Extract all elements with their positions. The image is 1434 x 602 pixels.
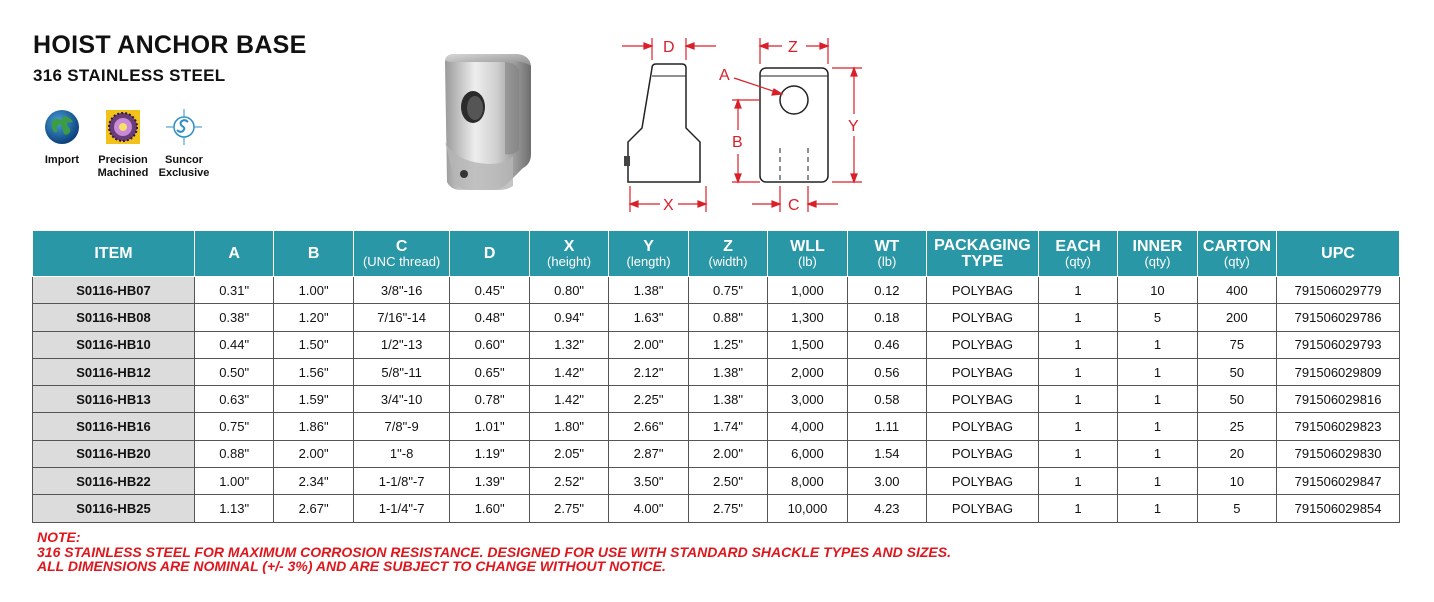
table-cell: 0.38" — [194, 304, 273, 331]
item-code-cell: S0116-HB07 — [33, 277, 195, 304]
note-line-1: 316 STAINLESS STEEL FOR MAXIMUM CORROSION RESISTANCE. DESIGNED FOR USE WITH STANDARD SHACKLE TYPES AND SIZES. — [37, 543, 951, 560]
table-cell: 1 — [1038, 386, 1117, 413]
table-cell: 0.44" — [194, 331, 273, 358]
table-row — [33, 358, 1400, 385]
table-cell: POLYBAG — [927, 358, 1039, 385]
table-cell: 2.05" — [529, 440, 608, 467]
column-header — [529, 231, 608, 277]
item-code-cell: S0116-HB22 — [33, 468, 195, 495]
table-cell: 1,300 — [768, 304, 847, 331]
table-cell: 791506029809 — [1277, 358, 1400, 385]
column-header-label: PACKAGING — [934, 236, 1031, 254]
table-cell: 4,000 — [768, 413, 847, 440]
table-cell: 1,000 — [768, 277, 847, 304]
table-cell: 0.88" — [688, 304, 767, 331]
table-cell: 1.56" — [274, 358, 353, 385]
table-cell: 5/8"-11 — [353, 358, 450, 385]
table-cell: 0.63" — [194, 386, 273, 413]
table-cell: 0.18 — [847, 304, 926, 331]
table-cell: 1-1/4"-7 — [353, 495, 450, 522]
table-cell: 1 — [1038, 304, 1117, 331]
table-cell: 2.50" — [688, 468, 767, 495]
table-cell: 1 — [1118, 468, 1197, 495]
table-cell: 1.86" — [274, 413, 353, 440]
table-cell: 1.13" — [194, 495, 273, 522]
column-header-unit: (lb) — [798, 253, 817, 269]
table-cell: 50 — [1197, 358, 1276, 385]
table-cell: 1 — [1118, 413, 1197, 440]
globe-icon — [43, 108, 81, 146]
table-cell: 1.50" — [274, 331, 353, 358]
table-cell: 2.75" — [688, 495, 767, 522]
item-code-cell: S0116-HB16 — [33, 413, 195, 440]
table-cell: 791506029786 — [1277, 304, 1400, 331]
table-cell: 50 — [1197, 386, 1276, 413]
dim-label-d: D — [663, 39, 675, 56]
table-cell: 1.00" — [194, 468, 273, 495]
table-cell: 1.38" — [609, 277, 688, 304]
column-header-label: WLL — [790, 237, 825, 255]
table-cell: 0.31" — [194, 277, 273, 304]
precision-gear-icon — [104, 108, 142, 146]
column-header-label: Z — [723, 237, 733, 255]
column-header-unit: (UNC thread) — [362, 253, 441, 269]
table-cell: 0.12 — [847, 277, 926, 304]
column-header-label: B — [307, 244, 320, 262]
column-header — [33, 231, 195, 277]
table-cell: 2.34" — [274, 468, 353, 495]
table-cell: POLYBAG — [927, 386, 1039, 413]
table-cell: 3,000 — [768, 386, 847, 413]
table-cell: 0.65" — [450, 358, 529, 385]
table-cell: 1-1/8"-7 — [353, 468, 450, 495]
table-cell: 1 — [1038, 331, 1117, 358]
column-header — [688, 231, 767, 277]
table-cell: 1"-8 — [353, 440, 450, 467]
table-cell: 1.63" — [609, 304, 688, 331]
table-cell: 1.60" — [450, 495, 529, 522]
table-cell: 1.32" — [529, 331, 608, 358]
table-cell: 1 — [1118, 440, 1197, 467]
item-code-cell: S0116-HB10 — [33, 331, 195, 358]
table-cell: 0.80" — [529, 277, 608, 304]
dim-label-y: Y — [848, 118, 859, 135]
table-cell: 0.48" — [450, 304, 529, 331]
table-cell: 4.23 — [847, 495, 926, 522]
column-header — [1038, 231, 1117, 277]
table-cell: 75 — [1197, 331, 1276, 358]
column-header-unit: (qty) — [1223, 253, 1250, 269]
table-cell: 20 — [1197, 440, 1276, 467]
table-cell: 25 — [1197, 413, 1276, 440]
note-heading: NOTE: — [37, 529, 81, 545]
column-header — [1197, 231, 1276, 277]
table-body — [33, 277, 1400, 523]
table-cell: 1.80" — [529, 413, 608, 440]
note-block — [37, 530, 951, 574]
table-cell: 1 — [1038, 413, 1117, 440]
table-cell: 2.00" — [609, 331, 688, 358]
table-cell: 1,500 — [768, 331, 847, 358]
table-cell: 1 — [1038, 440, 1117, 467]
column-header-unit: (length) — [626, 253, 671, 269]
table-cell: 0.56 — [847, 358, 926, 385]
table-cell: 0.45" — [450, 277, 529, 304]
badge-precision-machined: Precision Machined — [97, 108, 149, 180]
table-cell: 0.75" — [194, 413, 273, 440]
table-cell: 1.42" — [529, 358, 608, 385]
suncor-logo-icon — [165, 108, 203, 146]
table-cell: 1.01" — [450, 413, 529, 440]
column-header — [609, 231, 688, 277]
table-cell: 0.88" — [194, 440, 273, 467]
column-header — [353, 231, 450, 277]
table-cell: 1/2"-13 — [353, 331, 450, 358]
table-cell: POLYBAG — [927, 495, 1039, 522]
column-header-label: WT — [874, 237, 900, 255]
table-cell: 5 — [1118, 304, 1197, 331]
dim-label-x: X — [663, 197, 674, 214]
table-cell: 2.00" — [274, 440, 353, 467]
table-cell: 791506029793 — [1277, 331, 1400, 358]
table-row — [33, 440, 1400, 467]
table-row — [33, 495, 1400, 522]
table-cell: 10 — [1118, 277, 1197, 304]
table-row — [33, 413, 1400, 440]
table-cell: 1 — [1118, 386, 1197, 413]
table-cell: POLYBAG — [927, 331, 1039, 358]
table-cell: 10 — [1197, 468, 1276, 495]
item-code-cell: S0116-HB08 — [33, 304, 195, 331]
table-cell: 1 — [1038, 277, 1117, 304]
column-header-label: EACH — [1055, 237, 1101, 255]
table-cell: 7/16"-14 — [353, 304, 450, 331]
table-cell: 1 — [1038, 495, 1117, 522]
column-header-unit: (height) — [547, 253, 592, 269]
table-cell: 1 — [1038, 468, 1117, 495]
table-cell: 1.25" — [688, 331, 767, 358]
column-header-label: D — [483, 244, 496, 262]
table-cell: 1.42" — [529, 386, 608, 413]
column-header — [194, 231, 273, 277]
table-cell: 1.38" — [688, 386, 767, 413]
column-header-label: INNER — [1132, 237, 1183, 255]
table-cell: 2.00" — [688, 440, 767, 467]
table-cell: 791506029854 — [1277, 495, 1400, 522]
column-header-label: A — [228, 244, 240, 262]
table-cell: 2.66" — [609, 413, 688, 440]
table-cell: 1.59" — [274, 386, 353, 413]
table-cell: 0.58 — [847, 386, 926, 413]
column-header-unit: (qty) — [1144, 253, 1171, 269]
table-cell: 2.75" — [529, 495, 608, 522]
table-cell: 3.00 — [847, 468, 926, 495]
badge-suncor-exclusive: Suncor Exclusive — [158, 108, 210, 180]
table-cell: 791506029816 — [1277, 386, 1400, 413]
table-cell: POLYBAG — [927, 277, 1039, 304]
table-cell: 4.00" — [609, 495, 688, 522]
column-header-label: X — [563, 237, 575, 255]
column-header-label: Y — [643, 237, 654, 255]
item-code-cell: S0116-HB13 — [33, 386, 195, 413]
column-header-label: ITEM — [94, 244, 133, 262]
table-cell: 791506029847 — [1277, 468, 1400, 495]
table-cell: 2.25" — [609, 386, 688, 413]
table-cell: 791506029779 — [1277, 277, 1400, 304]
table-cell: 2.52" — [529, 468, 608, 495]
column-header-unit: (width) — [708, 253, 748, 269]
table-cell: POLYBAG — [927, 304, 1039, 331]
column-header-label: UPC — [1321, 244, 1355, 262]
table-cell: POLYBAG — [927, 468, 1039, 495]
table-row — [33, 331, 1400, 358]
table-cell: 2.12" — [609, 358, 688, 385]
table-cell: 400 — [1197, 277, 1276, 304]
spec-table — [32, 230, 1400, 523]
table-cell: 2,000 — [768, 358, 847, 385]
dim-label-a: A — [719, 67, 730, 84]
item-code-cell: S0116-HB20 — [33, 440, 195, 467]
table-row — [33, 277, 1400, 304]
column-header-label: C — [395, 237, 408, 255]
table-cell: 1.54 — [847, 440, 926, 467]
badge-import: Import — [36, 108, 88, 167]
table-cell: 200 — [1197, 304, 1276, 331]
table-cell: 7/8"-9 — [353, 413, 450, 440]
page-subtitle: 316 STAINLESS STEEL — [33, 66, 226, 85]
table-cell: 2.87" — [609, 440, 688, 467]
table-cell: 1 — [1118, 331, 1197, 358]
table-cell: 0.75" — [688, 277, 767, 304]
table-row — [33, 468, 1400, 495]
table-cell: 0.60" — [450, 331, 529, 358]
product-photo — [425, 42, 555, 202]
table-cell: 2.67" — [274, 495, 353, 522]
column-header — [847, 231, 926, 277]
table-header-row — [33, 231, 1400, 277]
dim-label-z: Z — [788, 39, 798, 56]
table-cell: 6,000 — [768, 440, 847, 467]
dim-label-c: C — [788, 197, 800, 214]
item-code-cell: S0116-HB25 — [33, 495, 195, 522]
table-cell: 1.19" — [450, 440, 529, 467]
table-cell: 1.00" — [274, 277, 353, 304]
table-cell: 791506029830 — [1277, 440, 1400, 467]
table-cell: 1.39" — [450, 468, 529, 495]
column-header — [274, 231, 353, 277]
page-title: HOIST ANCHOR BASE — [33, 31, 307, 59]
item-code-cell: S0116-HB12 — [33, 358, 195, 385]
table-cell: 1.11 — [847, 413, 926, 440]
column-header-unit: (lb) — [877, 253, 897, 269]
table-cell: 1.74" — [688, 413, 767, 440]
table-cell: POLYBAG — [927, 413, 1039, 440]
column-header-unit: TYPE — [961, 252, 1004, 270]
table-cell: 5 — [1197, 495, 1276, 522]
dim-label-b: B — [732, 134, 743, 151]
table-cell: 1 — [1118, 495, 1197, 522]
table-row — [33, 304, 1400, 331]
column-header — [1277, 231, 1400, 277]
table-cell: 3/8"-16 — [353, 277, 450, 304]
table-cell: 0.50" — [194, 358, 273, 385]
column-header — [450, 231, 529, 277]
column-header — [927, 231, 1039, 277]
column-header — [768, 231, 847, 277]
table-row — [33, 386, 1400, 413]
table-cell: 3/4"-10 — [353, 386, 450, 413]
table-cell: 8,000 — [768, 468, 847, 495]
table-cell: 3.50" — [609, 468, 688, 495]
table-cell: 1 — [1038, 358, 1117, 385]
dimension-diagram — [600, 30, 880, 220]
table-cell: 0.46 — [847, 331, 926, 358]
column-header — [1118, 231, 1197, 277]
table-cell: 0.94" — [529, 304, 608, 331]
note-line-2: ALL DIMENSIONS ARE NOMINAL (+/- 3%) AND ARE SUBJECT TO CHANGE WITHOUT NOTICE. — [37, 558, 666, 574]
table-cell: 1 — [1118, 358, 1197, 385]
table-cell: 10,000 — [768, 495, 847, 522]
column-header-label: CARTON — [1202, 237, 1271, 255]
table-cell: 1.38" — [688, 358, 767, 385]
column-header-unit: (qty) — [1064, 253, 1091, 269]
table-cell: 791506029823 — [1277, 413, 1400, 440]
table-cell: POLYBAG — [927, 440, 1039, 467]
table-cell: 1.20" — [274, 304, 353, 331]
table-cell: 0.78" — [450, 386, 529, 413]
